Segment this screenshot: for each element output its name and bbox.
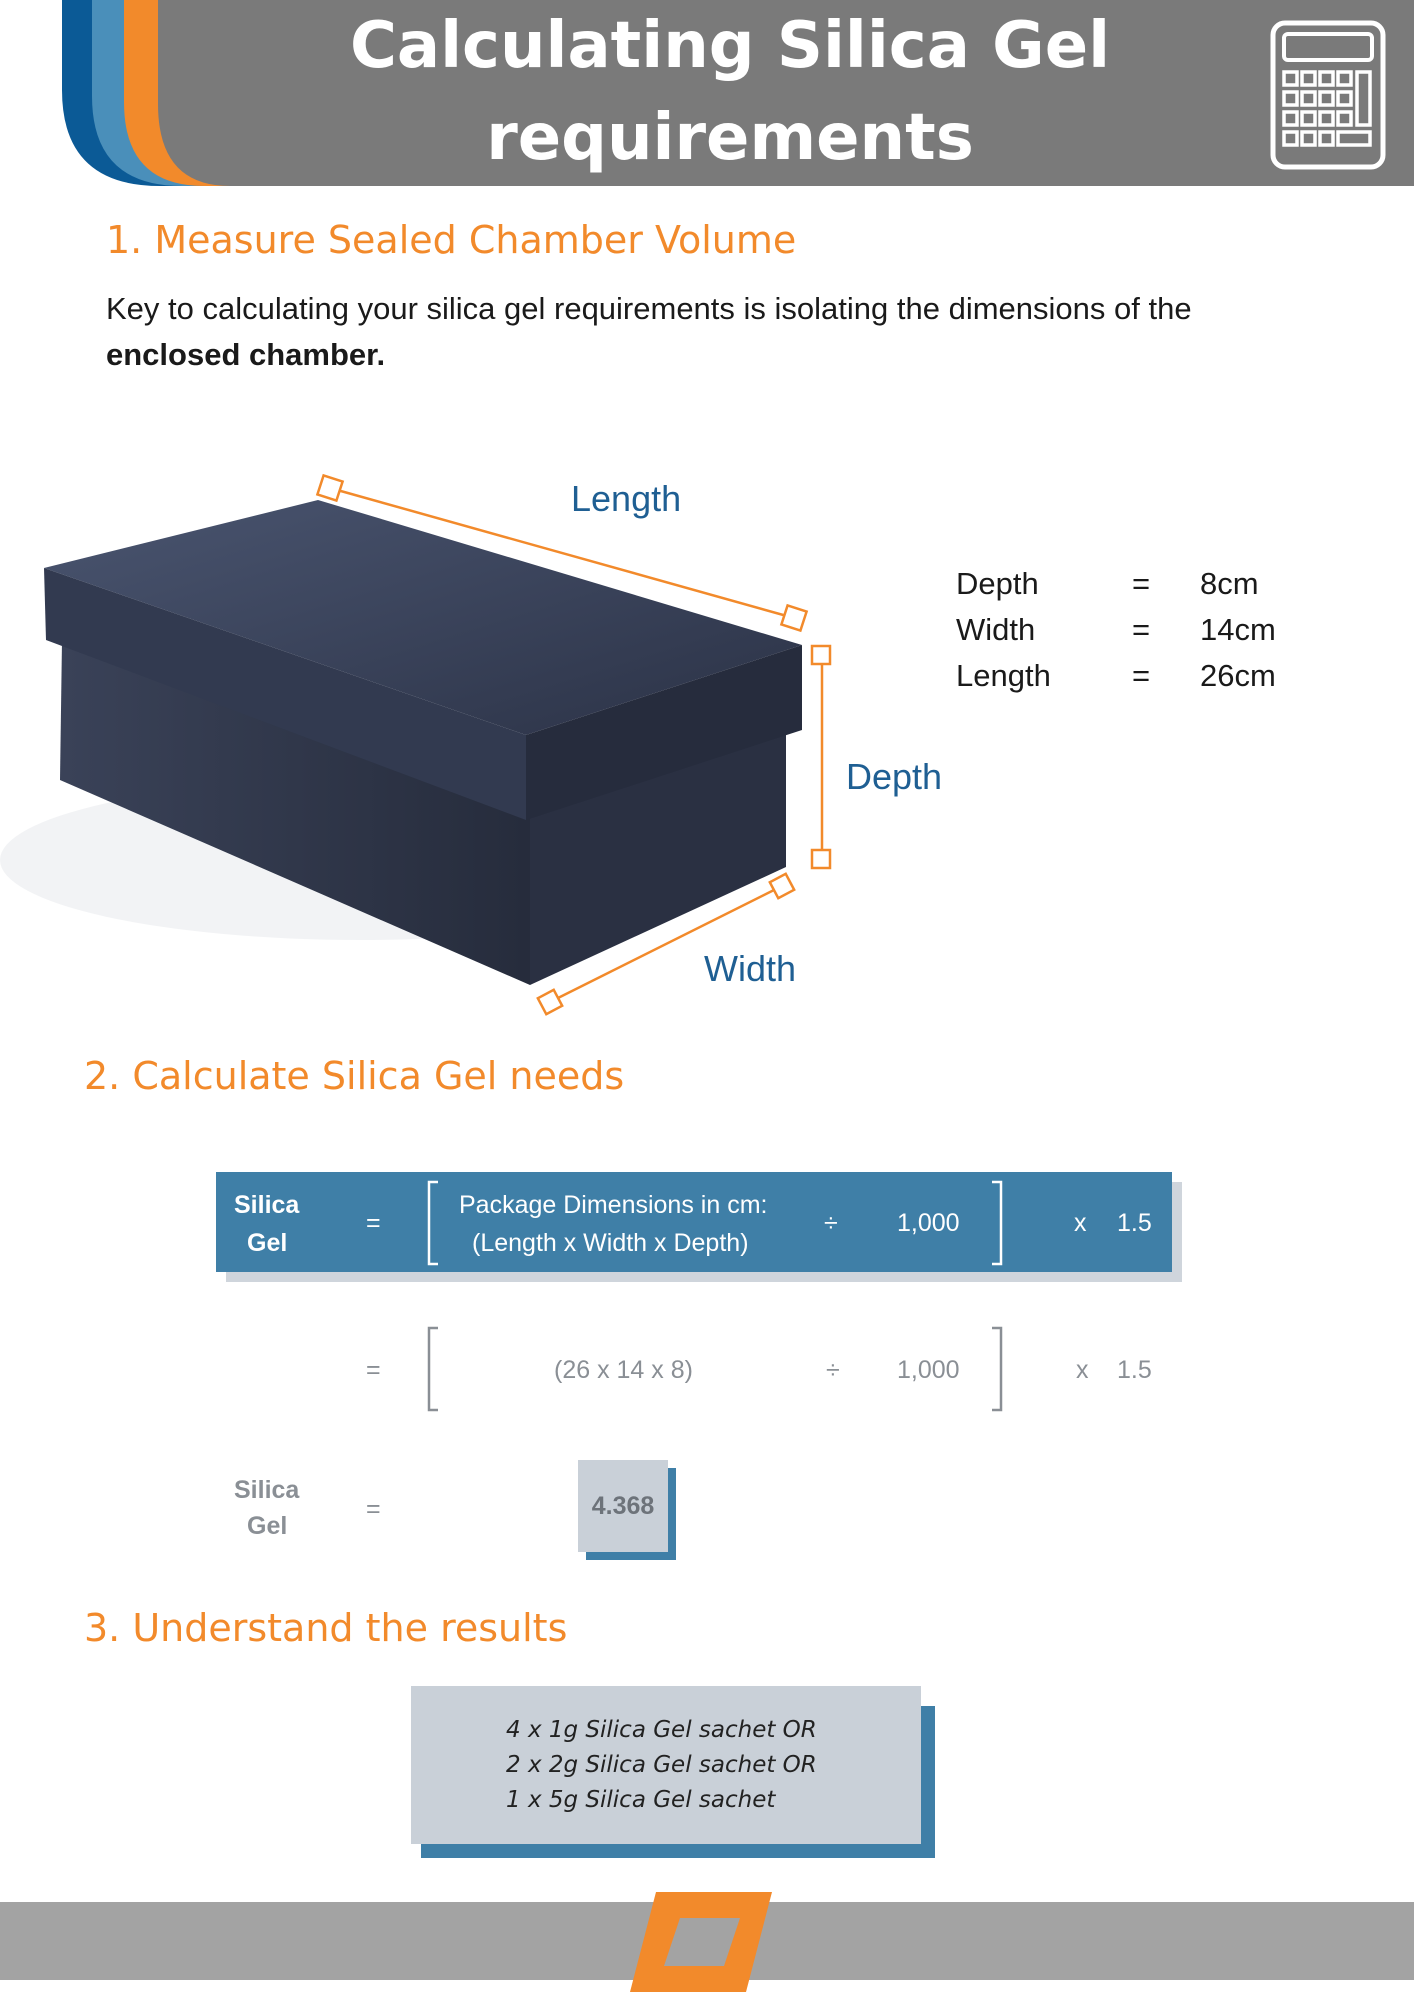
- formula-bracket-left: [426, 1180, 446, 1266]
- formula-factor: 1.5: [1117, 1209, 1152, 1237]
- substitution-times: x: [1076, 1356, 1089, 1384]
- title-line-2: requirements: [486, 101, 974, 175]
- intro-paragraph: [106, 286, 1286, 378]
- substitution-factor: 1.5: [1117, 1356, 1152, 1384]
- dimension-equals: =: [1132, 566, 1151, 601]
- dimension-value: 8cm: [1200, 566, 1259, 601]
- formula-times: x: [1074, 1209, 1087, 1237]
- substitution-bracket-left: [426, 1326, 446, 1412]
- dimension-equals: =: [1132, 612, 1151, 647]
- substitution-equals: =: [366, 1356, 381, 1384]
- formula-divisor: 1,000: [897, 1209, 960, 1237]
- formula-equals: =: [366, 1209, 381, 1237]
- dimension-name: Length: [956, 658, 1051, 693]
- brand-logo-icon: [628, 1888, 774, 1996]
- length-label: Length: [571, 478, 682, 519]
- formula-bracket-right: [986, 1180, 1006, 1266]
- formula-divide: ÷: [824, 1209, 838, 1237]
- result-label-line-2: Gel: [247, 1512, 288, 1540]
- section-3-heading: 3. Understand the results: [84, 1606, 568, 1650]
- title-line-1: Calculating Silica Gel: [349, 9, 1111, 83]
- intro-text: Key to calculating your silica gel requirements is isolating the dimensions of the: [106, 291, 1192, 326]
- result-option: 2 x 2g Silica Gel sachet OR: [506, 1752, 817, 1778]
- substitution-expr: (26 x 14 x 8): [554, 1356, 693, 1384]
- page-title: [330, 0, 1130, 184]
- intro-bold: enclosed chamber.: [106, 337, 386, 372]
- section-1-heading: 1. Measure Sealed Chamber Volume: [106, 218, 797, 262]
- calculator-icon: [1270, 20, 1386, 170]
- result-value: 4.368: [578, 1460, 668, 1552]
- formula-expr-line-2: (Length x Width x Depth): [472, 1229, 749, 1257]
- dimension-name: Width: [956, 612, 1036, 647]
- depth-label: Depth: [846, 756, 943, 797]
- width-label: Width: [704, 948, 797, 989]
- substitution-divisor: 1,000: [897, 1356, 960, 1384]
- dimension-name: Depth: [956, 566, 1039, 601]
- dimension-value: 26cm: [1200, 658, 1276, 693]
- result-equals: =: [366, 1495, 381, 1523]
- dimension-value: 14cm: [1200, 612, 1276, 647]
- formula-expr-line-1: Package Dimensions in cm:: [459, 1191, 768, 1219]
- result-label-line-1: Silica: [234, 1476, 300, 1504]
- result-option: 4 x 1g Silica Gel sachet OR: [506, 1717, 817, 1743]
- substitution-divide: ÷: [826, 1356, 840, 1384]
- section-2-heading: 2. Calculate Silica Gel needs: [84, 1054, 625, 1098]
- formula-label-line-2: Gel: [247, 1229, 288, 1257]
- result-option: 1 x 5g Silica Gel sachet: [506, 1787, 776, 1813]
- formula-label-line-1: Silica: [234, 1191, 300, 1219]
- box-diagram: [0, 440, 960, 1040]
- dimension-equals: =: [1132, 658, 1151, 693]
- substitution-bracket-right: [986, 1326, 1006, 1412]
